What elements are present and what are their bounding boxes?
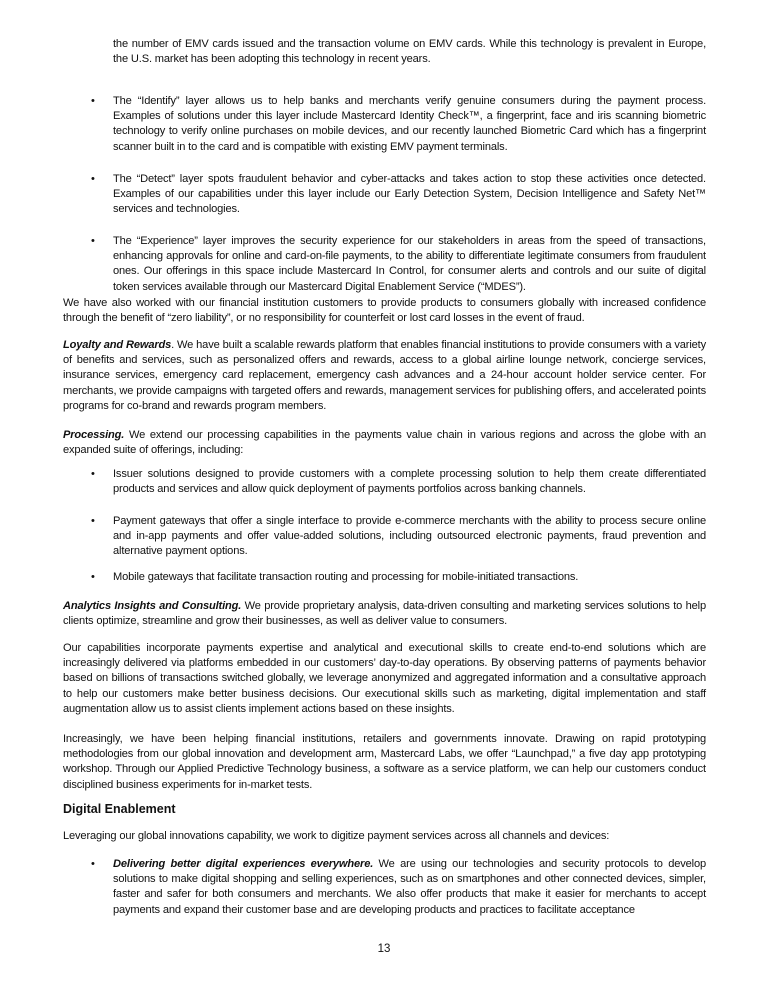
text: We extend our processing capabilities in the payments value chain in various regions and across the globe with an expanded suite of offerings, including: — [63, 429, 706, 457]
list-item-identify — [91, 94, 706, 155]
text: Our capabilities incorporate payments expertise and analytical and executional skills to create end-to-end solutions which are increasingly delivered via platforms embedded in our customers’ day-to-day operations. By observing patterns of payments behavior based on billions of transactions switched globally, we leverage anonymized and aggregated information and a consultative approach to help our customers make better business decisions. Our executional skills such as marketing, digital implementation and staff augmentation allow us to assist clients implement actions based on these insights. — [63, 642, 706, 715]
bullet: • — [91, 571, 95, 583]
text: Issuer solutions designed to provide customers with a complete processing solution to help them create differentiated products and services and allow quick deployment of payments portfolios across banking channels. — [113, 468, 706, 496]
text: Leveraging our global innovations capability, we work to digitize payment services across all channels and devices: — [63, 830, 610, 842]
text: The “Identify” layer allows us to help banks and merchants verify genuine consumers during the payment process. Examples of solutions under this layer include Mastercard Identity Check™, a fingerprint, face and iris scanning biometric technology to verify online purchases on mobile devices, and our recently launched Biometric Card which has a fingerprint scanner built in to the card and is compatible with existing EMV payment terminals. — [113, 95, 706, 153]
lead: Loyalty and Rewards — [63, 339, 172, 351]
bullet: • — [91, 468, 95, 480]
paragraph-leveraging — [63, 829, 706, 844]
paragraph-analytics — [63, 599, 706, 629]
bullet: • — [91, 95, 95, 107]
list-item-experience — [91, 234, 706, 295]
text: the number of EMV cards issued and the transaction volume on EMV cards. While this technology is prevalent in Europe, the U.S. market has been adopting this technology in recent years. — [113, 38, 706, 66]
section-heading: Digital Enablement — [63, 802, 176, 816]
paragraph-loyalty — [63, 338, 706, 414]
paragraph-capabilities — [63, 641, 706, 717]
list-item-delivering — [91, 857, 707, 918]
paragraph-zero-liability — [63, 296, 706, 326]
text: Payment gateways that offer a single interface to provide e-commerce merchants with the ability to process secure online and in-app payments and offer value-added solutions, including outsourced electronic payments, fraud prevention and alternative payment options. — [113, 515, 706, 558]
text: We are using our technologies and security protocols to develop solutions to make digital shopping and selling experiences, such as on smartphones and other connected devices, simpler, faster and safer for both consumers and merchants. We also offer products that make it easier for merchants to accept payments and expand their customer base and are developing products and practices to facilitate acceptance — [113, 858, 707, 916]
list-item-payment-gateways — [91, 514, 706, 560]
lead: Processing. — [63, 429, 125, 441]
lead: Analytics Insights and Consulting. — [63, 600, 242, 612]
bullet: • — [91, 515, 95, 527]
text: . We have built a scalable rewards platform that enables financial institutions to provide consumers with a variety of benefits and services, such as personalized offers and rewards, access to a global airline lounge network, concierge services, insurance services, emergency card replacement, emergency cash advances and a 24-hour account holder service center. For merchants, we provide campaigns with targeted offers and rewards, management services for publishing offers, and accelerated points programs for co-brand and rewards program members. — [63, 339, 706, 412]
paragraph-processing — [63, 428, 706, 458]
list-item-detect — [91, 172, 706, 218]
text: The “Detect” layer spots fraudulent behavior and cyber-attacks and takes action to stop these activities once detected. Examples of our capabilities under this layer include our Early Detection System, Decision Intelligence and Safety Net™ services and technologies. — [113, 173, 706, 216]
text: The “Experience” layer improves the security experience for our stakeholders in areas from the speed of transactions, enhancing approvals for online and card-on-file payments, to the ability to differentiate legitimate consumers from fraudulent ones. Our offerings in this space include Mastercard In Control, for consumer alerts and controls and our suite of digital token services available through our Mastercard Digital Enablement Service (“MDES”). — [113, 235, 706, 293]
bullet: • — [91, 235, 95, 247]
paragraph-emv — [113, 37, 706, 67]
paragraph-increasingly — [63, 732, 706, 793]
lead: Delivering better digital experiences everywhere. — [113, 858, 374, 870]
bullet: • — [91, 858, 95, 870]
text: We have also worked with our financial institution customers to provide products to consumers globally with increased confidence through the benefit of “zero liability”, or no responsibility for counterfeit or lost card losses in the event of fraud. — [63, 297, 706, 325]
text: Increasingly, we have been helping financial institutions, retailers and governments innovate. Drawing on rapid prototyping methodologies from our global innovation and development arm, Mastercard Labs, we offer “Launchpad,” a five day app prototyping workshop. Through our Applied Predictive Technology business, a software as a service platform, we can help our customers conduct disciplined business experiments for in-market tests. — [63, 733, 706, 791]
text: Mobile gateways that facilitate transaction routing and processing for mobile-initiated transactions. — [113, 571, 579, 583]
list-item-mobile-gateways — [91, 570, 706, 585]
text: We provide proprietary analysis, data-driven consulting and marketing services solutions to help clients optimize, streamline and grow their businesses, as well as deliver value to consumers. — [63, 600, 706, 628]
page-number: 13 — [377, 943, 391, 955]
list-item-issuer — [91, 467, 706, 497]
bullet: • — [91, 173, 95, 185]
